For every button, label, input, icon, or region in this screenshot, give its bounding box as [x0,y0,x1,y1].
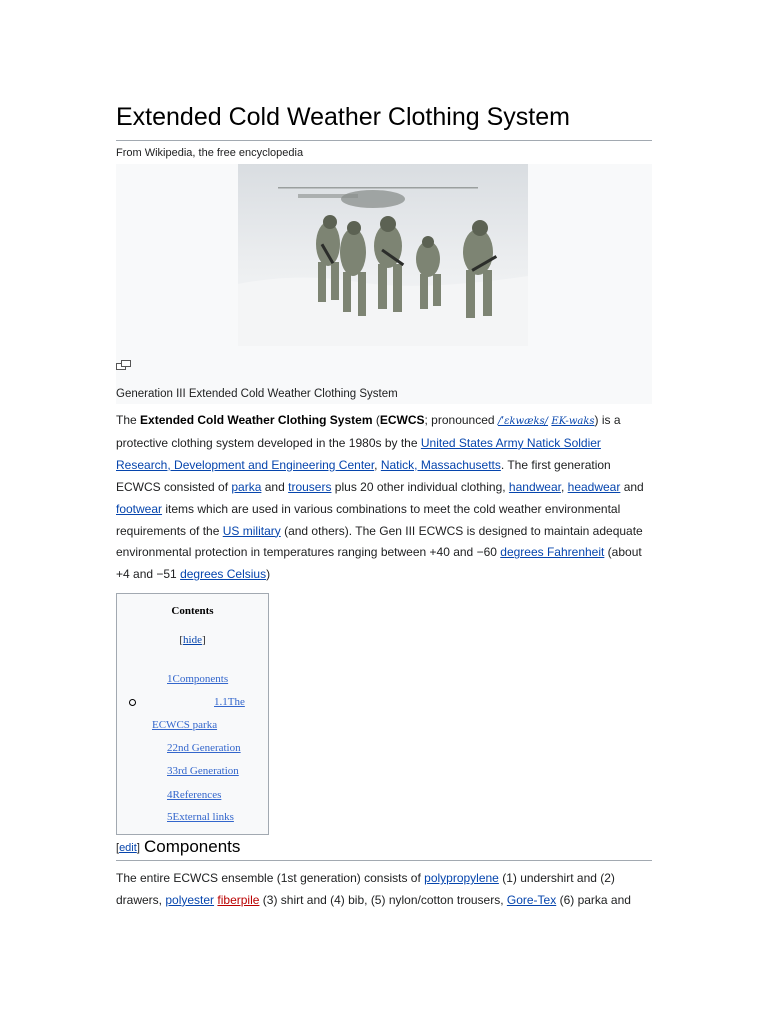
components-paragraph [116,868,652,912]
text: ) [266,567,271,582]
link-polyester[interactable]: polyester [165,892,215,907]
text: ; pronounced [424,413,498,427]
toc-item-components[interactable]: 1Components [167,673,229,685]
bullet-icon [129,699,136,706]
link-gore-tex[interactable]: Gore-Tex [506,892,557,907]
figure-caption: Generation III Extended Cold Weather Clothing System [116,388,398,400]
page-title: Extended Cold Weather Clothing System [116,103,570,131]
toc-item-external-links[interactable]: 5External links [167,811,234,823]
link-parka[interactable]: parka [231,479,262,494]
bracket: ] [136,842,140,854]
ipa-pronunciation-link[interactable]: /ˈɛkwæks/ [497,416,549,427]
lead-figure [116,164,652,404]
link-natick-center[interactable]: United States Army Natick Soldier Research, Development and Engineering Center [116,435,601,472]
link-natick-massachusetts[interactable]: Natick, Massachusetts [380,457,501,472]
bold-abbreviation: ECWCS [379,413,425,427]
text: and [261,479,289,494]
text: The [116,413,141,427]
toc-hide-toggle [117,634,268,646]
toc-hide-link[interactable]: hide [183,634,202,646]
section-divider [116,860,652,861]
table-of-contents [116,593,269,835]
edit-section [116,842,140,854]
site-tagline: From Wikipedia, the free encyclopedia [116,147,304,159]
link-polypropylene[interactable]: polypropylene [424,871,499,885]
text: ) is a protective clothing system developed in the 1980s by the [116,413,621,450]
magnify-clip-icon[interactable] [116,360,131,371]
link-handwear[interactable]: handwear [508,479,561,494]
text: . The first generation ECWCS consisted of [116,457,611,494]
toc-item-the-ecwcs-parka[interactable]: 1.1The [214,696,245,708]
text: ( [372,413,380,427]
link-degrees-celsius[interactable]: degrees Celsius [180,567,267,582]
title-divider [116,140,652,141]
soldiers-in-snow-photo[interactable] [238,164,528,346]
text: (3) shirt and (4) bib, (5) nylon/cotton trousers, [259,892,507,907]
bold-article-name: Extended Cold Weather Clothing System [140,413,373,427]
link-footwear[interactable]: footwear [116,501,163,516]
toc-item-3rd-generation[interactable]: 33rd Generation [167,765,239,777]
redlink-fiberpile[interactable]: fiberpile [217,892,260,907]
bracket: [ [179,634,184,646]
text: (about +4 and −51 [116,545,642,582]
text: , [374,457,381,472]
edit-section-link[interactable]: edit [119,842,137,854]
text: plus 20 other individual clothing, [331,479,509,494]
link-degrees-fahrenheit[interactable]: degrees Fahrenheit [500,545,605,560]
text: , [560,479,568,494]
intro-paragraph [116,410,652,586]
toc-item-2nd-generation[interactable]: 22nd Generation [167,742,241,754]
text: (6) parka and [556,892,631,907]
text: items which are used in various combinations to meet the cold weather environmental requirements of the [116,501,621,538]
toc-item-references[interactable]: 4References [167,789,222,801]
link-headwear[interactable]: headwear [567,479,621,494]
section-heading-components: Components [144,837,241,856]
text: (and others). The Gen III ECWCS is designed to maintain adequate environmental protection in temperatures ranging between +40 and −60 [116,523,643,560]
bracket: [ [116,842,120,854]
text: (1) undershirt and (2) drawers, [116,871,615,907]
bracket: ] [201,634,206,646]
toc-title: Contents [171,605,214,617]
link-us-military[interactable]: US military [222,523,281,538]
toc-item-the-ecwcs-parka-cont[interactable]: ECWCS parka [152,719,218,731]
text: The entire ECWCS ensemble (1st generation) consists of [116,871,425,885]
link-trousers[interactable]: trousers [288,479,332,494]
text: and [620,479,644,494]
respelling-link[interactable]: EK-waks [551,416,595,427]
